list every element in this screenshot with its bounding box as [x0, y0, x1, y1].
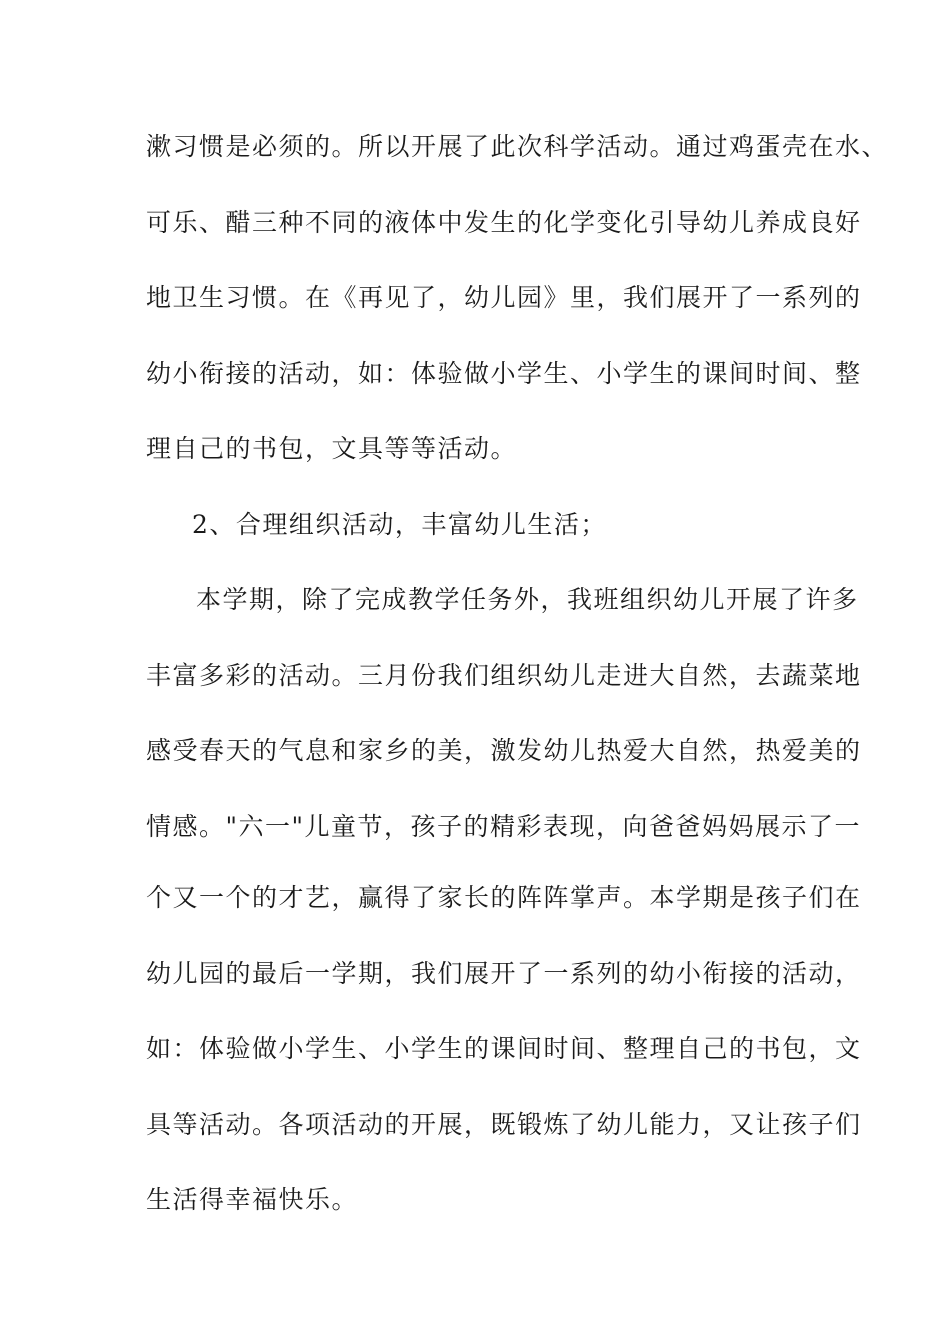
text-line: 幼小衔接的活动，如：体验做小学生、小学生的课间时间、整: [146, 359, 862, 388]
text-line: 丰富多彩的活动。三月份我们组织幼儿走进大自然，去蔬菜地: [146, 661, 862, 690]
text-line: 情感。"六一"儿童节，孩子的精彩表现，向爸爸妈妈展示了一: [146, 812, 862, 841]
text-line: 本学期，除了完成教学任务外，我班组织幼儿开展了许多: [196, 585, 859, 614]
text-line: 地卫生习惯。在《再见了，幼儿园》里，我们展开了一系列的: [146, 283, 862, 312]
section-heading: 2、合理组织活动，丰富幼儿生活；: [192, 510, 607, 539]
text-line: 生活得幸福快乐。: [146, 1185, 359, 1214]
text-line: 理自己的书包，文具等等活动。: [146, 434, 518, 463]
text-line: 具等活动。各项活动的开展，既锻炼了幼儿能力，又让孩子们: [146, 1110, 862, 1139]
text-line: 感受春天的气息和家乡的美，激发幼儿热爱大自然，热爱美的: [146, 736, 862, 765]
text-line: 幼儿园的最后一学期，我们展开了一系列的幼小衔接的活动，: [146, 959, 862, 988]
text-line: 可乐、醋三种不同的液体中发生的化学变化引导幼儿养成良好: [146, 208, 862, 237]
text-line: 个又一个的才艺，赢得了家长的阵阵掌声。本学期是孩子们在: [146, 883, 862, 912]
text-line: 如：体验做小学生、小学生的课间时间、整理自己的书包，文: [146, 1034, 862, 1063]
text-line: 漱习惯是必须的。所以开展了此次科学活动。通过鸡蛋壳在水、: [146, 132, 889, 161]
